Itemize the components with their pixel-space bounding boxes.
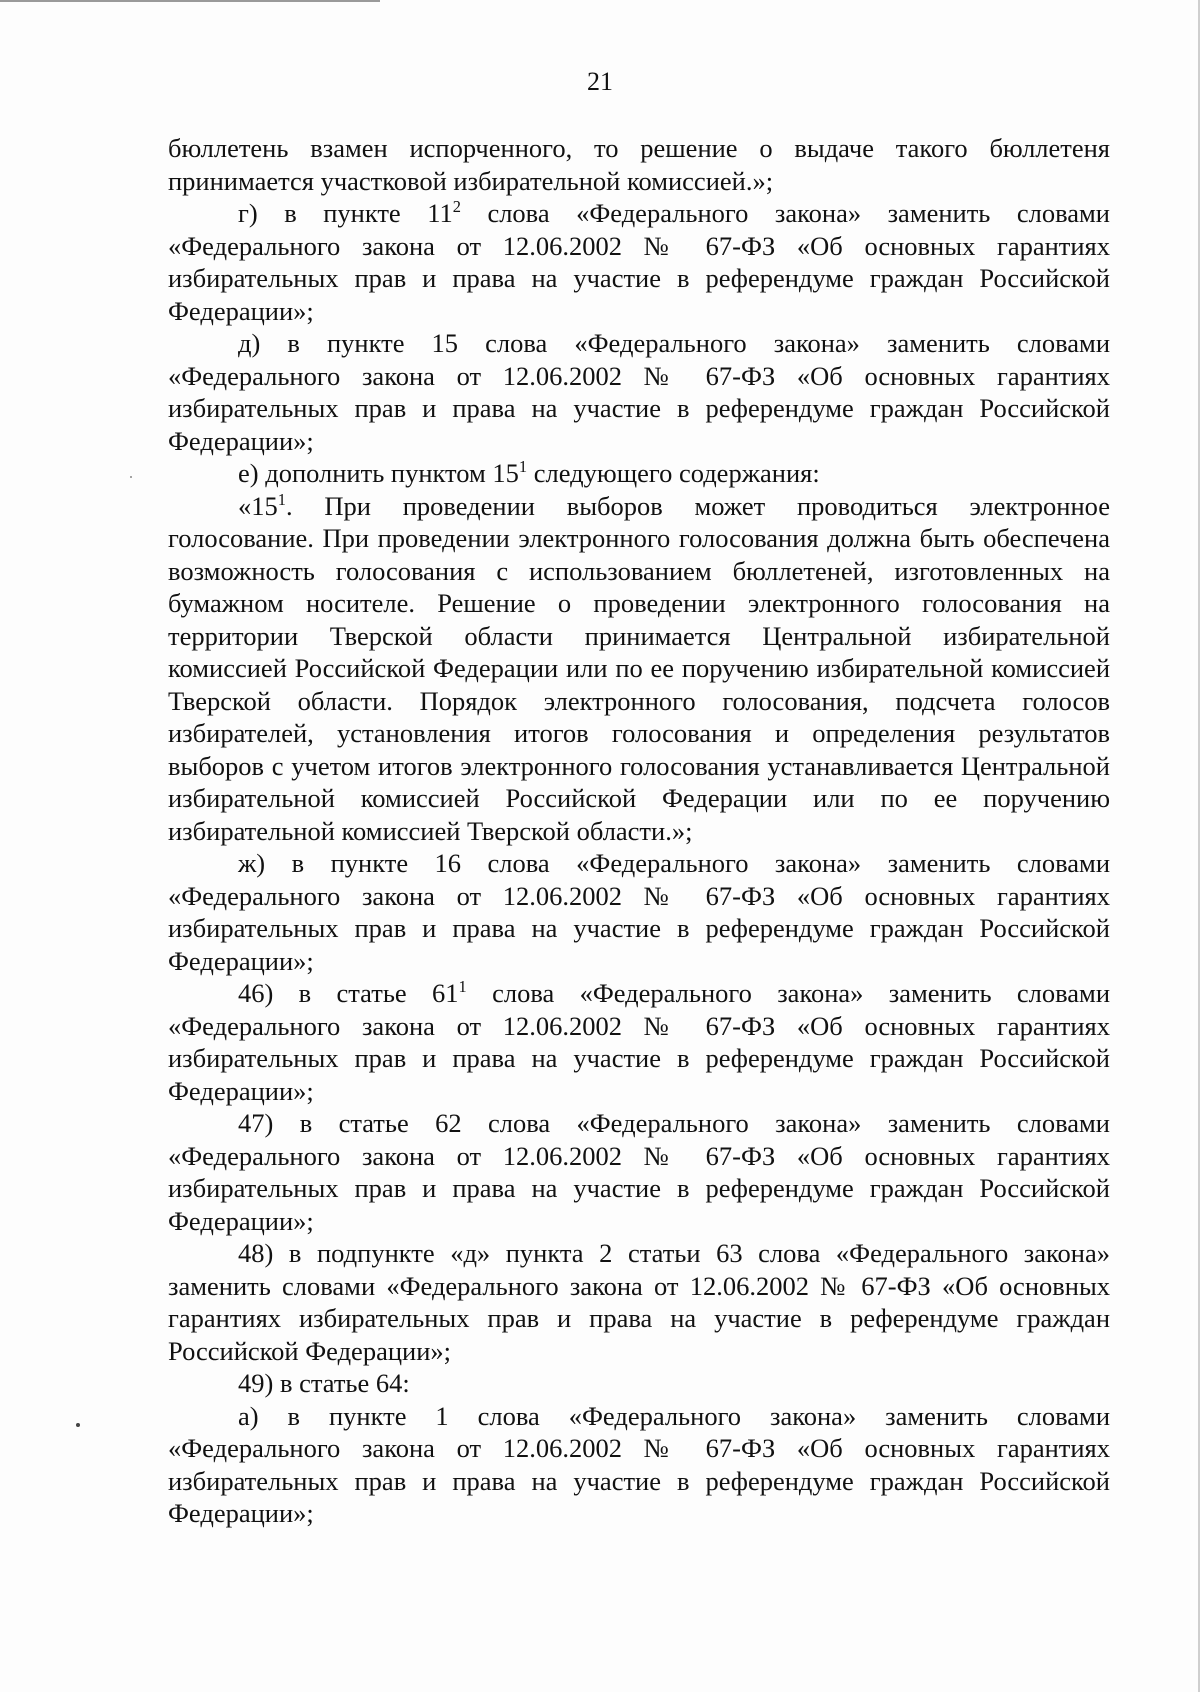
superscript: 2 [452,197,461,217]
paragraph-text-before: 46) в статье 61 [238,978,459,1008]
paragraph-text: 48) в подпункте «д» пункта 2 статьи 63 слова «Федерального закона» заменить словами «Федерального закона от 12.06.2002 № 67-ФЗ «Об основных гарантиях избирательных прав и права на участие в референдуме граждан Российской Федерации»; [168,1238,1110,1366]
superscript: 1 [458,977,467,997]
superscript: 1 [277,489,286,509]
paragraph-text: д) в пункте 15 слова «Федерального закона» заменить словами «Федерального закона от 12.06.2002 № 67-ФЗ «Об основных гарантиях избирательных прав и права на участие в референдуме граждан Российской Федерации»; [168,328,1110,456]
scan-speck [130,476,132,478]
superscript: 1 [518,457,528,477]
scan-speck [76,1423,80,1427]
paragraph-text-before: е) дополнить пунктом 15 [238,458,519,488]
paragraph-item-46 [168,977,1110,1107]
paragraph-text-after: слова «Федерального закона» заменить словами «Федерального закона от 12.06.2002 № 67-ФЗ «Об основных гарантиях избирательных прав и права на участие в референдуме граждан Российской Федерации»; [168,198,1110,326]
paragraph-text: бюллетень взамен испорченного, то решение о выдаче такого бюллетеня принимается участковой избирательной комиссией.»; [168,133,1110,196]
page-number: 21 [587,67,613,96]
paragraph-text: ж) в пункте 16 слова «Федерального закона» заменить словами «Федерального закона от 12.06.2002 № 67-ФЗ «Об основных гарантиях избирательных прав и права на участие в референдуме граждан Российской Федерации»; [168,848,1110,976]
paragraph-item-zh [168,847,1110,977]
paragraph-item-47 [168,1107,1110,1237]
paragraph-item-e [168,457,1110,490]
paragraph-item-a [168,1400,1110,1530]
paragraph-text-after: слова «Федерального закона» заменить словами «Федерального закона от 12.06.2002 № 67-ФЗ «Об основных гарантиях избирательных прав и права на участие в референдуме граждан Российской Федерации»; [168,978,1110,1106]
paragraph-text-after: следующего содержания: [527,458,820,488]
paragraph-clause-15-1 [168,490,1110,848]
paragraph-text: 49) в статье 64: [238,1368,410,1398]
scan-edge-top [0,0,380,2]
paragraph-text-before: г) в пункте 11 [238,198,453,228]
paragraph-item-g [168,197,1110,327]
paragraph-text-before: «15 [238,490,278,521]
paragraph-item-d [168,327,1110,457]
paragraph-text-after: . При проведении выборов может проводиться электронное голосование. При проведении электронного голосования должна быть обеспечена возможность голосования с использованием бюллетеней, изготовленных на бумажном носителе. Решение о проведении электронного голосования на территории Тверской области принимается Центральной избирательной комиссией Российской Федерации или по ее поручению избирательной комиссией Тверской области. Порядок электронного голосования, подсчета голосов избирателей, установления итогов голосования и определения результатов выборов с учетом итогов электронного голосования устанавливается Центральной избирательной комиссией Российской Федерации или по ее поручению избирательной комиссией Тверской области.»; [168,490,1110,846]
paragraph-text: а) в пункте 1 слова «Федерального закона» заменить словами «Федерального закона от 12.06.2002 № 67-ФЗ «Об основных гарантиях избирательных прав и права на участие в референдуме граждан Российской Федерации»; [168,1400,1110,1528]
paragraph-item-48 [168,1237,1110,1367]
paragraph-item-49 [168,1367,1110,1400]
paragraph-continuation [168,132,1110,197]
paragraph-text: 47) в статье 62 слова «Федерального закона» заменить словами «Федерального закона от 12.06.2002 № 67-ФЗ «Об основных гарантиях избирательных прав и права на участие в референдуме граждан Российской Федерации»; [168,1108,1110,1236]
document-body [168,132,1110,1530]
